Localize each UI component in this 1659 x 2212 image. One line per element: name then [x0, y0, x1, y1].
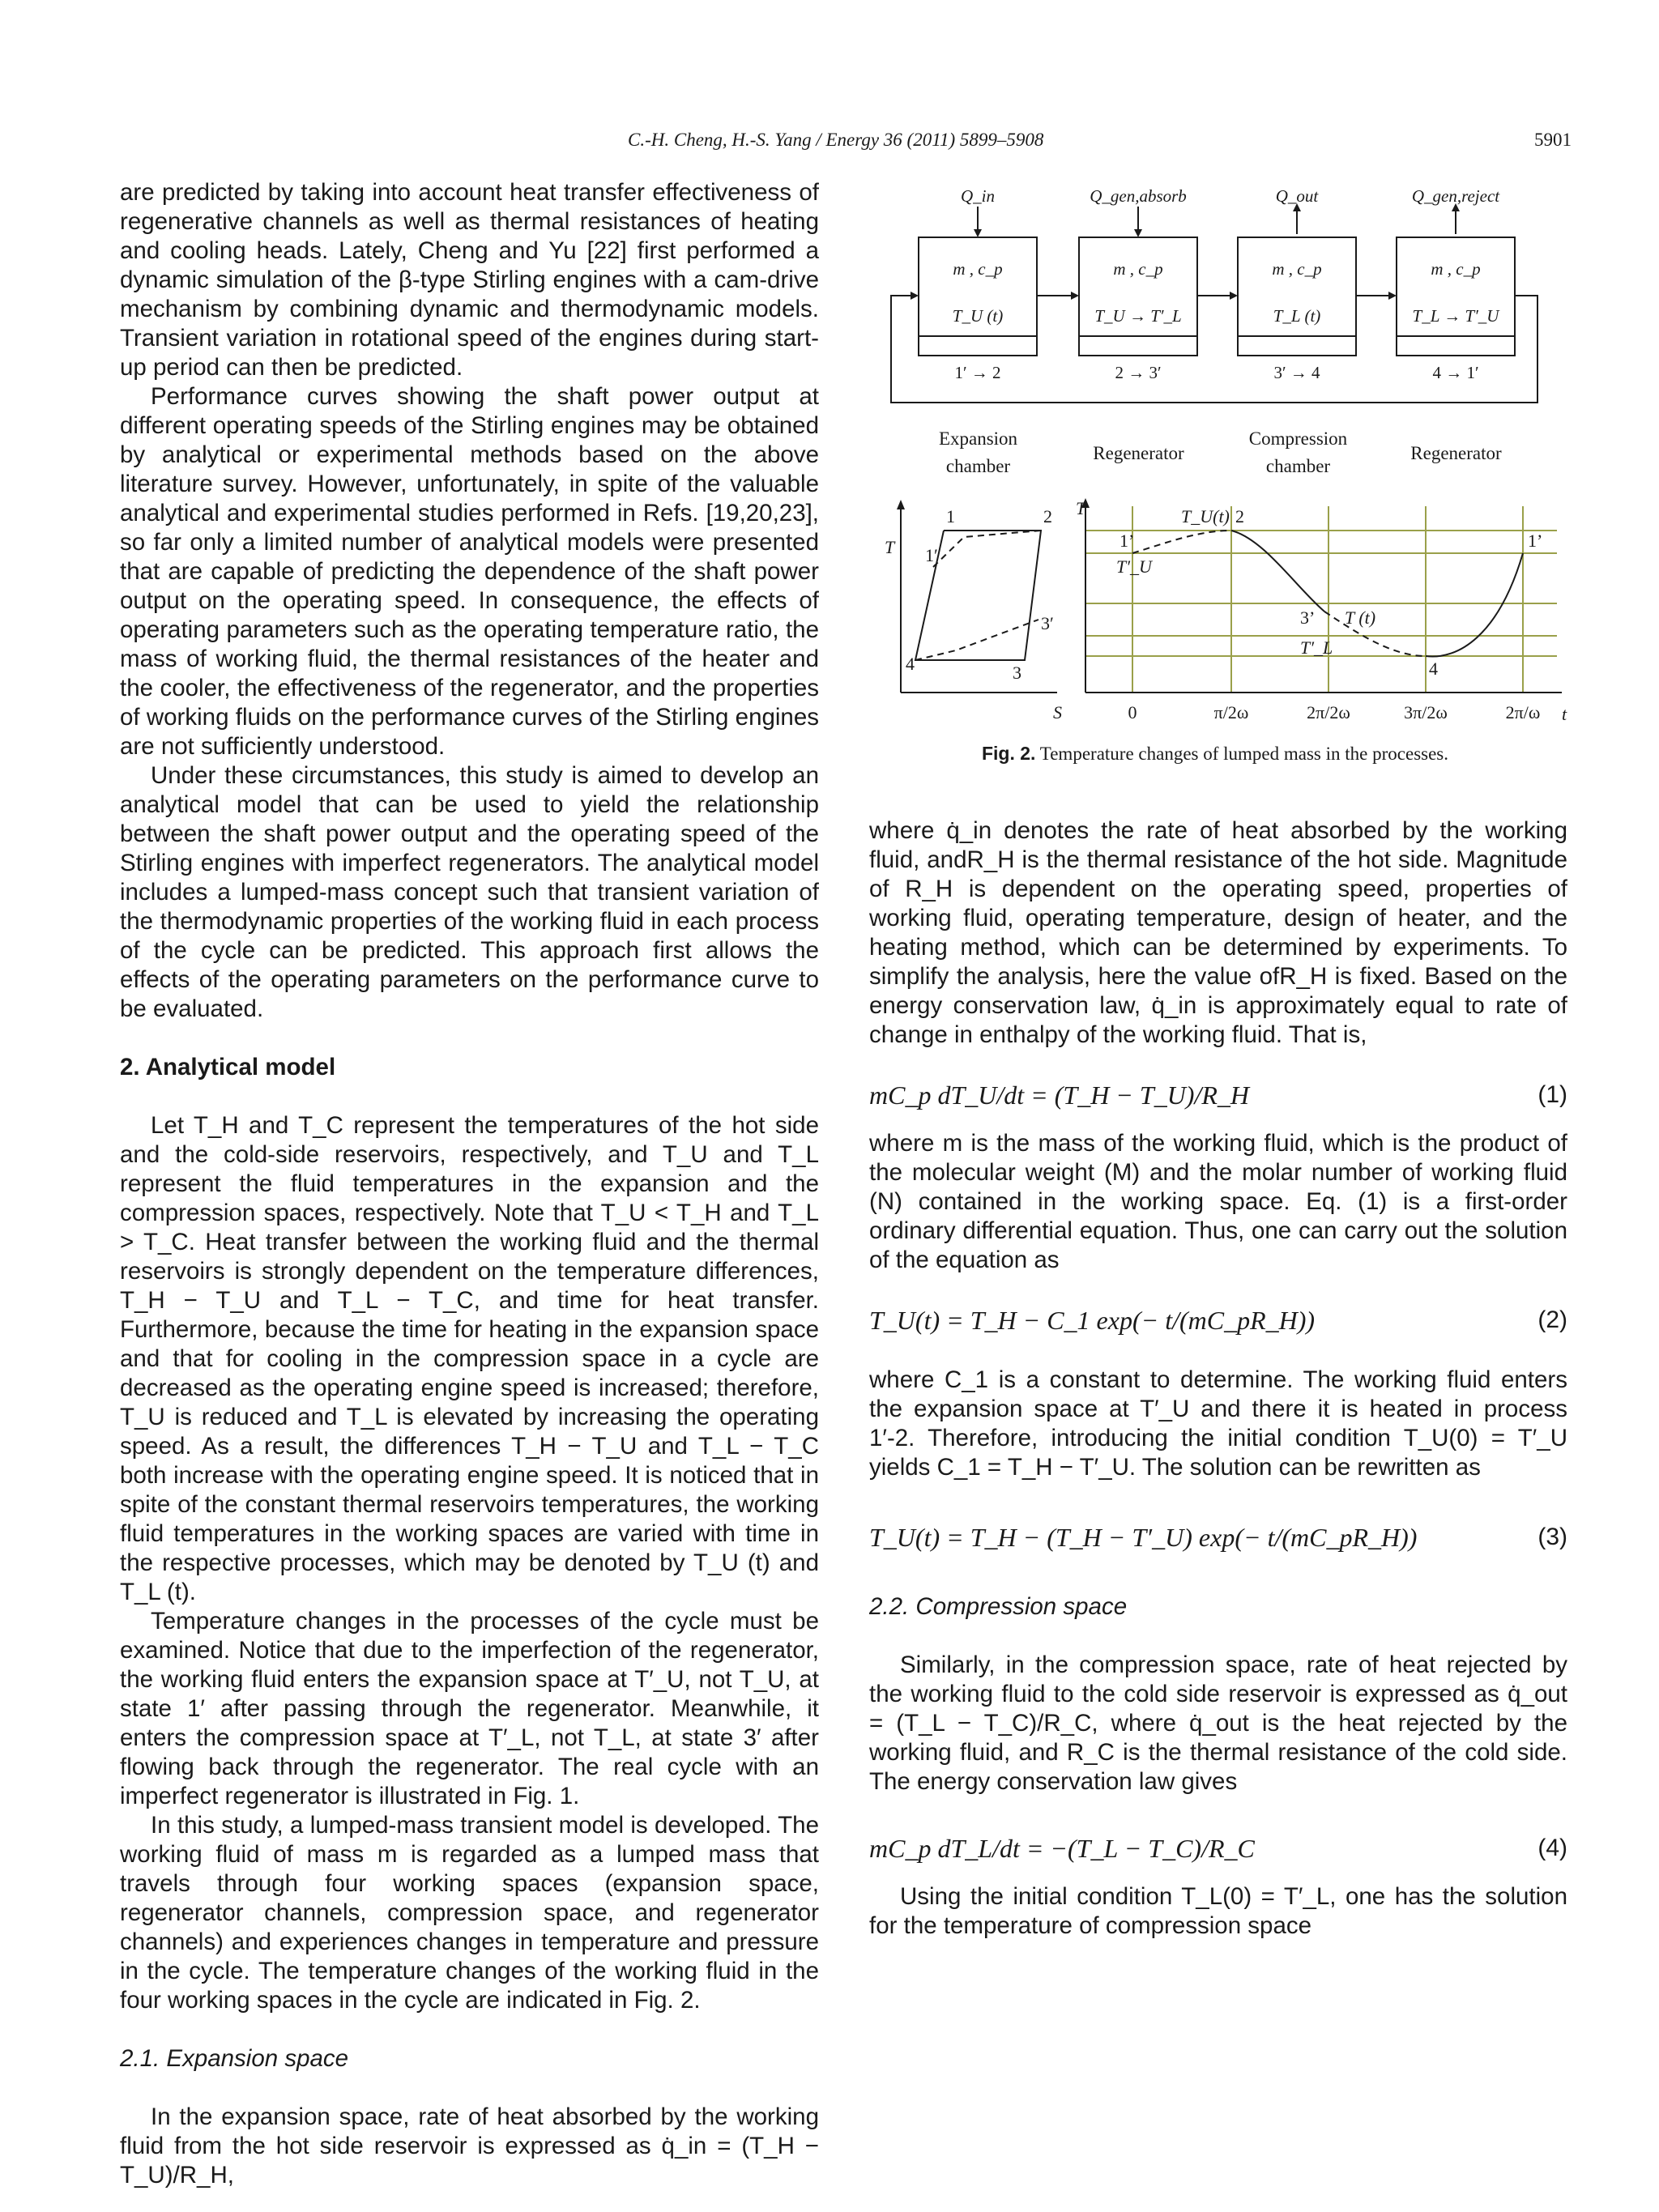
equation-4: [869, 1834, 1567, 1863]
ts-point: 1′: [925, 545, 938, 565]
tt-axis-label: t: [1562, 704, 1567, 724]
caption-text: Temperature changes of lumped mass in the processes.: [1039, 744, 1449, 764]
block-heat-label: Q_out: [1275, 186, 1319, 206]
block-temp: T_L (t): [1273, 306, 1321, 326]
regenerator-block-2: [1397, 237, 1515, 356]
block-process: 4 → 1′: [1432, 363, 1479, 382]
equation-2: [869, 1306, 1567, 1335]
block-label: Regenerator: [1410, 443, 1502, 463]
equation-1: [869, 1080, 1567, 1110]
block-label: Compression chamber: [1248, 428, 1348, 476]
paragraph: In the expansion space, rate of heat absorbed by the working fluid from the hot side reservoir is expressed as q̇_in = (T_H − T_U)/R_H,: [120, 2103, 819, 2189]
tt-label: 2: [1235, 506, 1244, 526]
paragraph: where q̇_in denotes the rate of heat absorbed by the working fluid, andR_H is the thermal resistance of the hot side. Magnitude of R_H is dependent on the operating speed, properties of working fluid, operating temperature, design of heater, and the heating method, which can be determined by experiments. To simplify the analysis, here the value ofR_H is fixed. Based on the energy conservation law, q̇_in is approximately equal to rate of change in enthalpy of the working fluid. That is,: [869, 817, 1567, 1048]
ts-axis-label: S: [1053, 702, 1062, 722]
block-heat-label: Q_in: [961, 186, 995, 206]
equation-body: T_U(t) = T_H − (T_H − T′_U) exp(− t/(mC_pR_H)): [869, 1523, 1418, 1552]
equation-number: (1): [1537, 1081, 1567, 1108]
tt-tick: π/2ω: [1213, 702, 1249, 722]
ts-point: 4: [906, 654, 915, 674]
block-process: 3′ → 4: [1273, 363, 1320, 382]
left-column: [120, 178, 819, 2190]
ts-point: 3: [1013, 663, 1021, 683]
figure-2: [859, 182, 1580, 733]
tt-label: 1’: [1528, 531, 1543, 551]
tt-tick: 2π/ω: [1505, 702, 1541, 722]
equation-number: (4): [1537, 1835, 1567, 1861]
block-label: Regenerator: [1093, 443, 1184, 463]
block-props: m , c_p: [953, 259, 1003, 279]
paragraph: Temperature changes in the processes of the cycle must be examined. Notice that due to the imperfection of the regenerator, the working fluid enters the expansion space at T′_U, not T_U, at state 1′ after passing through the regenerator. Meanwhile, it enters the compression space at T′_L, not T_L, at state 3′ after flowing back through the regenerator. The real cycle with an imperfect regenerator is illustrated in Fig. 1.: [120, 1608, 819, 1809]
equation-body: T_U(t) = T_H − C_1 exp(− t/(mC_pR_H)): [869, 1306, 1316, 1335]
subsection-title: 2.1. Expansion space: [120, 2045, 349, 2072]
block-props: m , c_p: [1272, 259, 1322, 279]
paragraph: Performance curves showing the shaft power output at different operating speeds of the Stirling engines may be obtained by analytical or experimental methods based on the above literature survey. However, unfortunately, in spite of the valuable analytical and experimental studies performed in Refs. [19,20,23], so far only a limited number of analytical models were presented that are capable of predicting the dependence of the shaft power output on the operating speed. In consequence, the effects of operating parameters such as the operating temperature ratio, the mass of working fluid, the thermal resistances of the heater and the cooler, the effectiveness of the regenerator, and the properties of working fluids on the performance curves of the Stirling engines are not sufficiently understood.: [120, 383, 819, 760]
tt-tick: 3π/2ω: [1404, 702, 1448, 722]
caption-label: Fig. 2.: [981, 743, 1036, 764]
block-temp: T_U → T′_L: [1094, 306, 1182, 326]
ts-point: 2: [1043, 506, 1052, 526]
tt-label: 4: [1429, 658, 1438, 679]
right-column: [869, 816, 1567, 1941]
tt-label: 1’: [1120, 531, 1135, 551]
paragraph: In this study, a lumped-mass transient model is developed. The working fluid of mass m is regarded as a lumped mass that travels through four working spaces (expansion space, regenerator channels, compression space, and regenerator channels) and experiences changes in temperature and pressure in the cycle. The temperature changes of the working fluid in the four working spaces in the cycle are indicated in Fig. 2.: [120, 1812, 819, 2014]
block-heat-label: Q_gen,reject: [1411, 186, 1500, 206]
ts-axis-label: T: [885, 537, 895, 557]
block-label: Expansion chamber: [938, 428, 1018, 476]
tt-axis-label: T: [1076, 498, 1086, 518]
block-process: 2 → 3′: [1115, 363, 1162, 382]
compression-block: [1238, 237, 1356, 356]
running-header: [0, 130, 1659, 157]
paragraph: where C_1 is a constant to determine. The working fluid enters the expansion space at T′_U and there it is heated in process 1′-2. Therefore, introducing the initial condition T_U(0) = T′_U yields C_1 = T_H − T′_U. The solution can be rewritten as: [869, 1366, 1567, 1481]
tt-label: 3’: [1300, 607, 1316, 628]
tt-diagram: [1085, 505, 1562, 693]
equation-body: mC_p dT_L/dt = −(T_L − T_C)/R_C: [869, 1834, 1255, 1863]
block-heat-label: Q_gen,absorb: [1090, 186, 1187, 206]
tt-label: T_U(t): [1181, 506, 1230, 526]
regenerator-block-1: [1079, 237, 1197, 356]
paragraph: Using the initial condition T_L(0) = T′_L, one has the solution for the temperature of compression space: [869, 1883, 1567, 1939]
ts-diagram: [901, 506, 1057, 693]
tt-label: T′_L: [1300, 637, 1333, 658]
paragraph: Under these circumstances, this study is aimed to develop an analytical model that can be used to yield the relationship between the shaft power output and the operating speed of the Stirling engines with imperfect regenerators. The analytical model includes a lumped-mass concept such that transient variation of the thermodynamic properties of the working fluid in each process of the cycle can be predicted. This approach first allows the effects of the operating parameters on the performance curve to be evaluated.: [120, 762, 819, 1022]
tt-label: T′_U: [1116, 556, 1152, 577]
tt-tick: 2π/2ω: [1307, 702, 1350, 722]
equation-number: (3): [1537, 1524, 1567, 1550]
equation-body: mC_p dT_U/dt = (T_H − T_U)/R_H: [869, 1080, 1249, 1110]
journal-citation: C.-H. Cheng, H.-S. Yang / Energy 36 (2011) 5899–5908: [628, 130, 1044, 150]
paragraph: are predicted by taking into account heat transfer effectiveness of regenerative channels as well as thermal resistances of heating and cooling heads. Lately, Cheng and Yu [22] first performed a dynamic simulation of the β-type Stirling engines with a cam-drive mechanism by combining dynamic and thermodynamic models. Transient variation in rotational speed of the engines during start-up period can then be predicted.: [120, 179, 819, 381]
subsection-title: 2.2. Compression space: [869, 1593, 1128, 1620]
paragraph: Similarly, in the compression space, rate of heat rejected by the working fluid to the cold side reservoir is expressed as q̇_out = (T_L − T_C)/R_C, where q̇_out is the heat rejected by the working fluid, and R_C is the thermal resistance of the cold side. The energy conservation law gives: [869, 1652, 1567, 1795]
figure-caption: [859, 743, 1572, 765]
block-props: m , c_p: [1431, 259, 1481, 279]
tt-tick: 0: [1128, 702, 1137, 722]
equation-3: [869, 1523, 1567, 1552]
paragraph: Let T_H and T_C represent the temperatures of the hot side and the cold-side reservoirs, respectively, and T_U and T_L represent the fluid temperatures in the expansion and the compression spaces, respectively. Note that T_U < T_H and T_L > T_C. Heat transfer between the working fluid and the thermal reservoirs is strongly dependent on the temperature differences, T_H − T_U and T_L − T_C, and time for heat transfer. Furthermore, because the time for heating in the expansion space and that for cooling in the compression space in a cycle are decreased as the operating engine speed is increased; therefore, T_U is reduced and T_L is elevated by increasing the operating speed. As a result, the differences T_H − T_U and T_L − T_C both increase with the operating engine speed. It is noticed that in spite of the constant thermal reservoirs temperatures, the working fluid temperatures in the working spaces are varied with time in the respective processes, which may be denoted by T_U (t) and T_L (t).: [120, 1112, 819, 1605]
expansion-block: [919, 237, 1037, 356]
ts-point: 3′: [1041, 613, 1054, 633]
tt-label: T (t): [1345, 607, 1376, 628]
page-number: 5901: [1534, 130, 1572, 150]
block-process: 1′ → 2: [954, 363, 1001, 382]
paragraph: where m is the mass of the working fluid, which is the product of the molecular weight (M) and the molar number of working fluid (N) contained in the working space. Eq. (1) is a first-order ordinary differential equation. Thus, one can carry out the solution of the equation as: [869, 1130, 1567, 1273]
section-title: 2. Analytical model: [120, 1054, 336, 1080]
equation-number: (2): [1537, 1306, 1567, 1333]
ts-point: 1: [946, 506, 955, 526]
block-temp: T_L → T′_U: [1412, 306, 1499, 326]
block-temp: T_U (t): [952, 306, 1004, 326]
block-props: m , c_p: [1113, 259, 1163, 279]
